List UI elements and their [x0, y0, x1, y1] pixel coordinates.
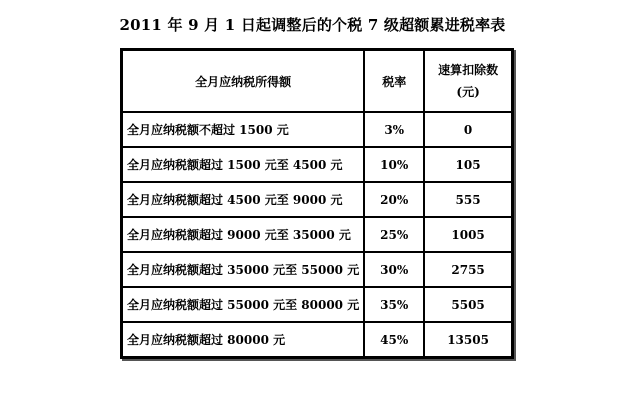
- header-taxable-income: 全月应纳税所得额: [122, 50, 364, 112]
- document-title: 2011 年 9 月 1 日起调整后的个税 7 级超额累进税率表: [119, 16, 506, 34]
- cell-rate: 10%: [364, 147, 424, 182]
- table-row: [122, 147, 512, 182]
- header-quick-deduction-unit: (元): [456, 85, 480, 99]
- cell-deduction: 5505: [424, 287, 512, 322]
- table-row: [122, 322, 512, 357]
- cell-range: 全月应纳税额超过 80000 元: [122, 322, 364, 357]
- cell-deduction: 105: [424, 147, 512, 182]
- cell-range: 全月应纳税额超过 9000 元至 35000 元: [122, 217, 364, 252]
- cell-range: 全月应纳税额超过 1500 元至 4500 元: [122, 147, 364, 182]
- header-quick-deduction: [424, 50, 512, 112]
- tax-rate-table: [120, 48, 514, 359]
- cell-rate: 20%: [364, 182, 424, 217]
- cell-rate: 35%: [364, 287, 424, 322]
- cell-deduction: 0: [424, 112, 512, 147]
- table-row: [122, 217, 512, 252]
- cell-deduction: 555: [424, 182, 512, 217]
- cell-deduction: 13505: [424, 322, 512, 357]
- cell-rate: 3%: [364, 112, 424, 147]
- cell-range: 全月应纳税额不超过 1500 元: [122, 112, 364, 147]
- cell-deduction: 2755: [424, 252, 512, 287]
- cell-range: 全月应纳税额超过 35000 元至 55000 元: [122, 252, 364, 287]
- table-row: [122, 287, 512, 322]
- cell-rate: 25%: [364, 217, 424, 252]
- cell-range: 全月应纳税额超过 55000 元至 80000 元: [122, 287, 364, 322]
- table-row: [122, 252, 512, 287]
- cell-deduction: 1005: [424, 217, 512, 252]
- header-quick-deduction-label: 速算扣除数: [438, 63, 499, 77]
- table-row: [122, 182, 512, 217]
- cell-rate: 30%: [364, 252, 424, 287]
- header-tax-rate: 税率: [364, 50, 424, 112]
- cell-range: 全月应纳税额超过 4500 元至 9000 元: [122, 182, 364, 217]
- cell-rate: 45%: [364, 322, 424, 357]
- table-header-row: [122, 50, 512, 112]
- table-row: [122, 112, 512, 147]
